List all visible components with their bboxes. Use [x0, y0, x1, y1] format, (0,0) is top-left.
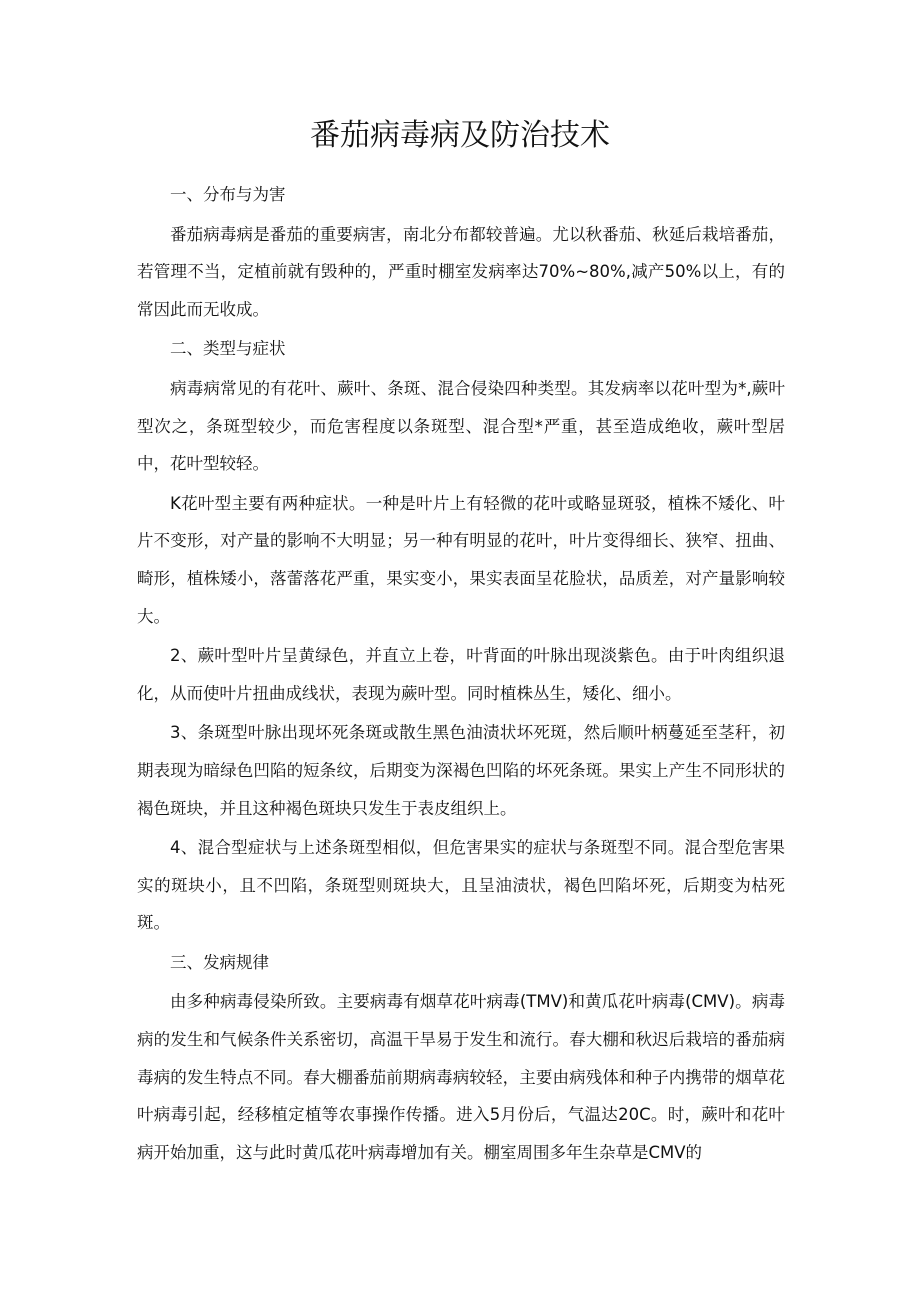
- paragraph-mosaic-type: K花叶型主要有两种症状。一种是叶片上有轻微的花叶或略显斑驳，植株不矮化、叶片不变形，对产量的影响不大明显；另一种有明显的花叶，叶片变得细长、狭窄、扭曲、畸形，植株矮小，落蕾落花严重，果实变小，果实表面呈花脸状，品质差，对产量影响较大。: [137, 493, 785, 626]
- document-body: [137, 176, 785, 1173]
- section-heading-epidemiology: 三、发病规律: [170, 952, 269, 972]
- paragraph-types-overview: 病毒病常见的有花叶、蕨叶、条斑、混合侵染四种类型。其发病率以花叶型为*,蕨叶型次之，条斑型较少，而危害程度以条斑型、混合型*严重，甚至造成绝收，蕨叶型居中，花叶型较轻。: [137, 378, 785, 474]
- paragraph-distribution: 番茄病毒病是番茄的重要病害，南北分布都较普遍。尤以秋番茄、秋延后栽培番茄，若管理不当，定植前就有毁种的，严重时棚室发病率达70%~80%,减产50%以上，有的常因此而无收成。: [137, 224, 785, 319]
- paragraph-streak-type: 3、条斑型叶脉出现坏死条斑或散生黑色油渍状坏死斑，然后顺叶柄蔓延至茎秆，初期表现为暗绿色凹陷的短条纹，后期变为深褐色凹陷的坏死条斑。果实上产生不同形状的褐色斑块，并且这种褐色斑块只发生于表皮组织上。: [137, 723, 785, 818]
- section-heading-types: 二、类型与症状: [170, 339, 286, 359]
- document-title: 番茄病毒病及防治技术: [310, 118, 610, 153]
- section-heading-distribution: 一、分布与为害: [170, 185, 286, 204]
- paragraph-mixed-type: 4、混合型症状与上述条斑型相似，但危害果实的症状与条斑型不同。混合型危害果实的斑块小，且不凹陷，条斑型则斑块大，且呈油渍状，褐色凹陷坏死，后期变为枯死斑。: [137, 838, 785, 933]
- paragraph-fern-leaf-type: 2、蕨叶型叶片呈黄绿色，并直立上卷，叶背面的叶脉出现淡紫色。由于叶肉组织退化，从而使叶片扭曲成线状，表现为蕨叶型。同时植株丛生，矮化、细小。: [137, 646, 785, 703]
- paragraph-epidemiology: 由多种病毒侵染所致。主要病毒有烟草花叶病毒(TMV)和黄瓜花叶病毒(CMV)。病毒病的发生和气候条件关系密切，高温干旱易于发生和流行。春大棚和秋迟后栽培的番茄病毒病的发生特点不同。春大棚番茄前期病毒病较轻，主要由病残体和种子内携带的烟草花叶病毒引起，经移植定植等农事操作传播。进入5月份后，气温达20C。时，蕨叶和花叶病开始加重，这与此时黄瓜花叶病毒增加有关。棚室周围多年生杂草是CMV的: [137, 992, 785, 1162]
